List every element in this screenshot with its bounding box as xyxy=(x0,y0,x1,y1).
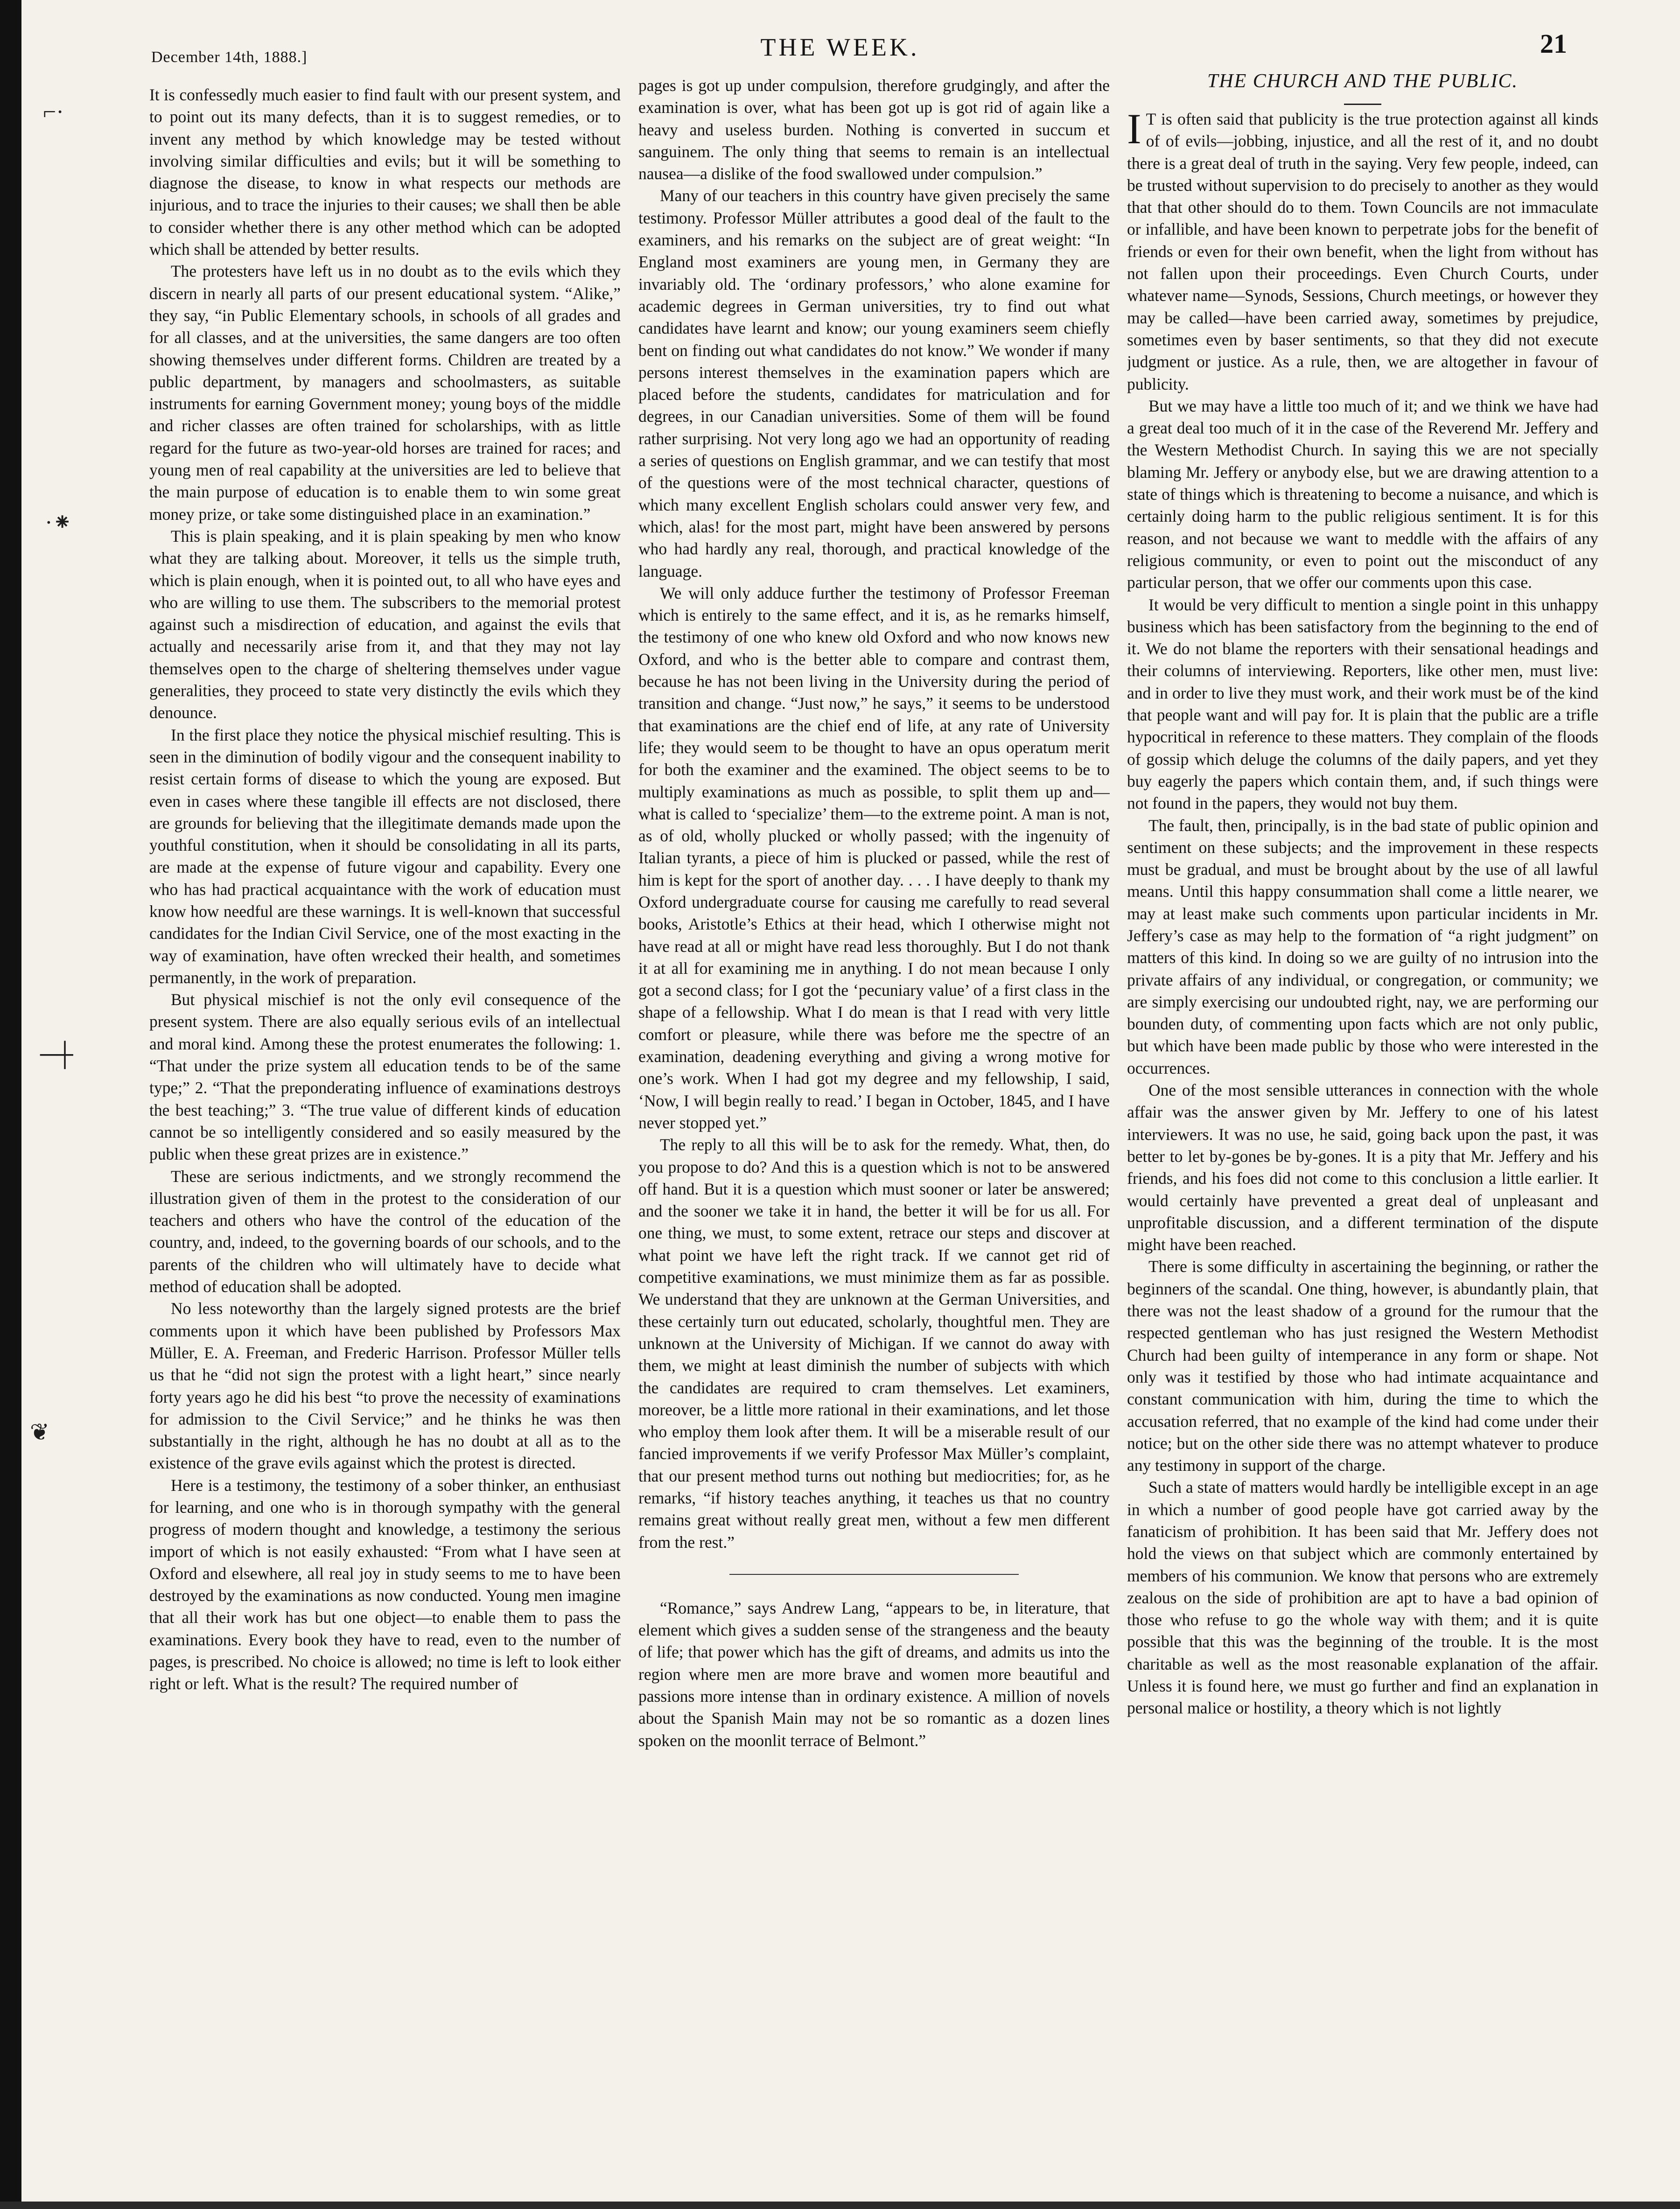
margin-mark-icon: ❦ xyxy=(30,1419,49,1445)
margin-mark-icon: ·⁕ xyxy=(45,509,72,535)
first-paragraph-text: T is often said that publicity is the true protection against all kinds of of evils—jobbing, injustice, and all the rest of it, and no doubt there is a great deal of truth in the saying. Very few people, indeed, can be trusted without supervision to do precisely to another as they would that that other should do to them. Town Councils are not immaculate or infallible, and have been known to perpetrate jobs for the benefit of friends or even for their own benefit, when the light from without has not fallen upon their proceedings. Even Church Courts, under whatever name—Synods, Sessions, Church meetings, or however they may be called—have been carried away, sometimes by prejudice, sometimes even by baser sentiments, so that they did not execute judgment or justice. As a rule, then, we are altogether in favour of publicity. xyxy=(1127,110,1598,393)
paragraph: This is plain speaking, and it is plain speaking by men who know what they are talking about. Moreover, it tells us the simple truth, which is plain enough, when it is pointed out, to all who have eyes and who are willing to use them. The subscribers to the memorial protest against such a misdirection of education, and against the evils that actually and necessarily arise from it, and that they may not lay themselves open to the charge of sheltering themselves under vague generalities, they proceed to state very distinctly the evils which they denounce. xyxy=(149,526,621,722)
paragraph: Such a state of matters would hardly be intelligible except in an age in which a number of good people have got carried away by the fanaticism of prohibition. It has been said that Mr. Jeffery does not hold the views on that subject which are commonly entertained by members of his communion. We know that persons who are extremely zealous on the side of prohibition are apt to have a bad opinion of those who refuse to go the whole way with them; and it is quite possible that this was the beginning of the trouble. It is the most charitable as well as the most reasonable explanation of the affair. Unless it is found here, we must go further and find an explanation in personal malice or hostility, a theory which is not lightly xyxy=(1127,1478,1598,1718)
paragraph: But physical mischief is not the only evil consequence of the present system. There are also equally serious evils of an intellectual and moral kind. Among these the protest enumerates the following: 1. “That under the prize system all education tends to be of the same type;” 2. “That the preponderating influence of examinations destroys the best teaching;” 3. “The true value of different kinds of education cannot be so intelligently considered and so easily measured by the public when these great prizes are in existence.” xyxy=(149,990,621,1164)
title-rule xyxy=(1344,104,1381,105)
column-3 xyxy=(1127,108,1598,2194)
drop-cap: I xyxy=(1127,108,1141,153)
column-1 xyxy=(149,84,621,2170)
article-title: THE CHURCH AND THE PUBLIC. xyxy=(1207,70,1519,92)
margin-mark-icon: ⌐· xyxy=(43,98,64,125)
issue-date: December 14th, 1888.] xyxy=(151,49,308,66)
paragraph: Many of our teachers in this country have given precisely the same testimony. Professor Müller attributes a good deal of the fault to the examiners, and his remarks on the subject are of great weight: “In England most examiners are young men, in Germany they are invariably old. The ‘ordinary professors,’ who alone examine for academic degrees in German universities, try to find out what candidates have learnt and know; our young examiners seem chiefly bent on finding out what candidates do not know.” We wonder if many persons interest themselves in the examination papers which are placed before the students, candidates for matriculation and for degrees, in our Canadian universities. Some of them will be found rather surprising. Not very long ago we had an opportunity of reading a series of questions on English grammar, and we can testify that most of the questions were of the most technical character, questions of which many excellent English scholars could answer very few, and which, alas! for the most part, might have been answered by persons who had hardly any real, thorough, and practical knowledge of the language. xyxy=(638,186,1110,580)
paragraph: There is some difficulty in ascertaining the beginning, or rather the beginners of the scandal. One thing, however, is abundantly plain, that there was not the least shadow of a ground for the rumour that the respected gentleman who has just resigned the Western Methodist Church had been guilty of intemperance in any form or shape. Not only was it testified by those who had intimate acquaintance and constant communication with him, during the time to which the accusation referred, that no example of the kind had come under their notice; but on the other side there was no attempt whatever to produce any testimony in support of the charge. xyxy=(1127,1257,1598,1475)
publication-title: THE WEEK. xyxy=(760,33,920,61)
paragraph: The reply to all this will be to ask for the remedy. What, then, do you propose to do? And this is a question which is not to be answered off hand. But it is a question which must sooner or later be answered; and the sooner we take it in hand, the better it will be for us all. For one thing, we must, to some extent, retrace our steps and discover at what point we have left the right track. If we cannot get rid of competitive examinations, we must minimize them as far as possible. We understand that they are unknown at the German Universities, and these certainly turn out educated, scholarly, thoughtful men. They are unknown at the University of Michigan. If we cannot do away with them, we might at least diminish the number of subjects with which the candidates are required to cram themselves. Let examiners, moreover, be a little more rational in their examinations, and let those who employ them look after them. It will be a miserable result of our fancied improvements if we verify Professor Max Müller’s complaint, that our present method turns out nothing but mediocrities; for, as he remarks, “if history teaches anything, it teaches us that no country remains great without really great men, without a few men different from the rest.” xyxy=(638,1135,1110,1552)
paragraph: No less noteworthy than the largely signed protests are the brief comments upon it which have been published by Professors Max Müller, E. A. Freeman, and Frederic Harrison. Professor Müller tells us that he “did not sign the protest with a light heart,” since nearly forty years ago he did his best “to prove the necessity of examinations for admission to the Civil Service;” and he thinks he was then substantially in the right, although he has no doubt at all as to the existence of the grave evils against which the protest is directed. xyxy=(149,1299,621,1473)
paragraph: The protesters have left us in no doubt as to the evils which they discern in nearly all parts of our present educational system. “Alike,” they say, “in Public Elementary schools, in schools of all grades and for all classes, and at the universities, the same dangers are too often showing themselves under different forms. Children are treated by a public department, by managers and schoolmasters, as suitable instruments for earning Government money; young boys of the middle and richer classes are often trained for scholarships, with as little regard for the future as two-year-old horses are trained for races; and young men of real capability at the universities are led to believe that the main purpose of education is to enable them to win some great money prize, or take some distinguished place in an examination.” xyxy=(149,262,621,524)
page-number: 21 xyxy=(1540,28,1567,59)
paragraph: The fault, then, principally, is in the bad state of public opinion and sentiment on these subjects; and the improvement in these respects must be gradual, and must be brought about by the use of all lawful means. Until this happy consummation shall come a little nearer, we may at least make such comments upon particular incidents in Mr. Jeffery’s case as may help to the formation of “a right judgment” on matters of this kind. In doing so we are guilty of no intrusion into the private affairs of any individual, or congregation, or community; we are simply exercising our undoubted right, nay, we are performing our bounden duty, of commenting upon facts which are not only public, but which have been made public by those who were interested in the occurrences. xyxy=(1127,816,1598,1077)
paragraph: Here is a testimony, the testimony of a sober thinker, an enthusiast for learning, and one who is in thorough sympathy with the general progress of modern thought and knowledge, a testimony the serious import of which is not easily exhausted: “From what I have seen at Oxford and elsewhere, all real joy in study seems to me to have been destroyed by the examinations as now conducted. Young men imagine that all their work has but one object—to enable them to pass the examinations. Every book they have to read, even to the number of pages, is prescribed. No choice is allowed; no time is left to look either right or left. What is the result? The required number of xyxy=(149,1475,621,1693)
paragraph: We will only adduce further the testimony of Professor Freeman which is entirely to the same effect, and it is, as he remarks himself, the testimony of one who knew old Oxford and who now knows new Oxford, and who is the better able to compare and contrast them, because he has not been living in the University during the period of transition and change. “Just now,” he says,” it seems to be understood that examinations are the chief end of life, at any rate of University life; they would seem to be thought to have an opus operatum merit for both the examiner and the examined. The object seems to be to multiply examinations as much as possible, to split them up and—what is called to ‘specialize’ them—to the extreme point. A man is not, as of old, wholly plucked or wholly passed; with the ingenuity of Italian tyrants, a piece of him is plucked or passed, while the rest of him is kept for the sport of another day. . . . I have deeply to thank my Oxford undergraduate course for causing me carefully to read several books, Aristotle’s Ethics at their head, which I otherwise might not have read at all or might have read less thoroughly. But I do not thank it at all for examining me in anything. I do not mean because I only got a second class; for I got the ‘pecuniary value’ of a first class in the shape of a fellowship. What I do mean is that I read with very little comfort or pleasure, while there was before me the spectre of an examination, deadening everything and giving a wrong motive for one’s work. When I had got my degree and my fellowship, I said, ‘Now, I will begin really to read.’ I began in October, 1845, and I have never stopped yet.” xyxy=(638,583,1110,1132)
margin-mark-icon: ─┼ xyxy=(40,1041,73,1067)
scan-bottom-edge xyxy=(0,2202,1680,2209)
romance-quote-paragraph: “Romance,” says Andrew Lang, “appears to be, in literature, that element which gives a sudden sense of the strangeness and the beauty of life; that power which has the gift of dreams, and admits us into the region where men are more brave and women more beautiful and passions more intense than in ordinary existence. A million of novels about the Spanish Main may not be so romantic as a dozen lines spoken on the moonlit terrace of Belmont.” xyxy=(638,1598,1110,1750)
column-2 xyxy=(638,75,1110,2160)
paragraph: In the first place they notice the physical mischief resulting. This is seen in the diminution of bodily vigour and the consequent inability to resist certain forms of disease to which the young are exposed. But even in cases where these tangible ill effects are not disclosed, there are grounds for believing that the illegitimate demands made upon the youthful constitution, when it should be consolidating in all its parts, are made at the expense of future vigour and capability. Every one who has had practical acquaintance with the work of education must know how needful are these warnings. It is well-known that successful candidates for the Indian Civil Service, one of the most exacting in the way of examination, have often wrecked their health, and sometimes permanently, in the work of preparation. xyxy=(149,725,621,987)
section-divider xyxy=(729,1574,1019,1575)
paragraph: But we may have a little too much of it; and we think we have had a great deal too much of it in the case of the Reverend Mr. Jeffery and the Western Methodist Church. In saying this we are not specially blaming Mr. Jeffery or anybody else, but we are drawing attention to a state of things which is threatening to become a nuisance, and which is certainly doing harm to the public religious sentiment. It is for this reason, and not because we want to meddle with the affairs of any religious community, or even to point out the misconduct of any particular person, that we offer our comments upon this case. xyxy=(1127,396,1598,592)
paragraph: One of the most sensible utterances in connection with the whole affair was the answer given by Mr. Jeffery to one of his latest interviewers. It was no use, he said, going back upon the past, it was better to let by-gones be by-gones. It is a pity that Mr. Jeffery and his friends, and his foes did not come to this conclusion a little earlier. It would certainly have prevented a great deal of unpleasant and unprofitable discussion, and a different termination of the dispute might have been reached. xyxy=(1127,1081,1598,1254)
paragraph: It is confessedly much easier to find fault with our present system, and to point out its many defects, than it is to suggest remedies, or to invent any method by which knowledge may be tested without involving similar difficulties and evils; but it will be something to diagnose the disease, to know in what respects our methods are injurious, and to trace the injuries to their causes; we shall then be able to consider whether there is any other method which can be adopted which shall be attended by better results. xyxy=(149,85,621,259)
paragraph: It would be very difficult to mention a single point in this unhappy business which has been satisfactory from the beginning to the end of it. We do not blame the reporters with their sensational headings and their columns of interviewing. Reporters, like other men, must live: and in order to live they must work, and their work must be of the kind that people want and will pay for. It is plain that the public are a trifle hypocritical in reference to these matters. They complain of the floods of gossip which deluge the columns of the daily papers, and yet they buy eagerly the papers which contain them, and, if such things were not found in the papers, they would not buy them. xyxy=(1127,595,1598,813)
paragraph: These are serious indictments, and we strongly recommend the illustration given of them in the protest to the consideration of our teachers and others who have the control of the education of the country, and, indeed, to the governing boards of our schools, and to the parents of the children who will ultimately have to decide what method of education shall be adopted. xyxy=(149,1167,621,1296)
paragraph: pages is got up under compulsion, therefore grudgingly, and after the examination is over, what has been got up is got rid of again like a heavy and useless burden. Nothing is converted in succum et sanguinem. The only thing that seems to remain is an intellectual nausea—a dislike of the food swallowed under compulsion.” xyxy=(638,76,1110,183)
first-paragraph xyxy=(1127,108,1598,395)
scan-edge-shadow xyxy=(0,0,21,2209)
